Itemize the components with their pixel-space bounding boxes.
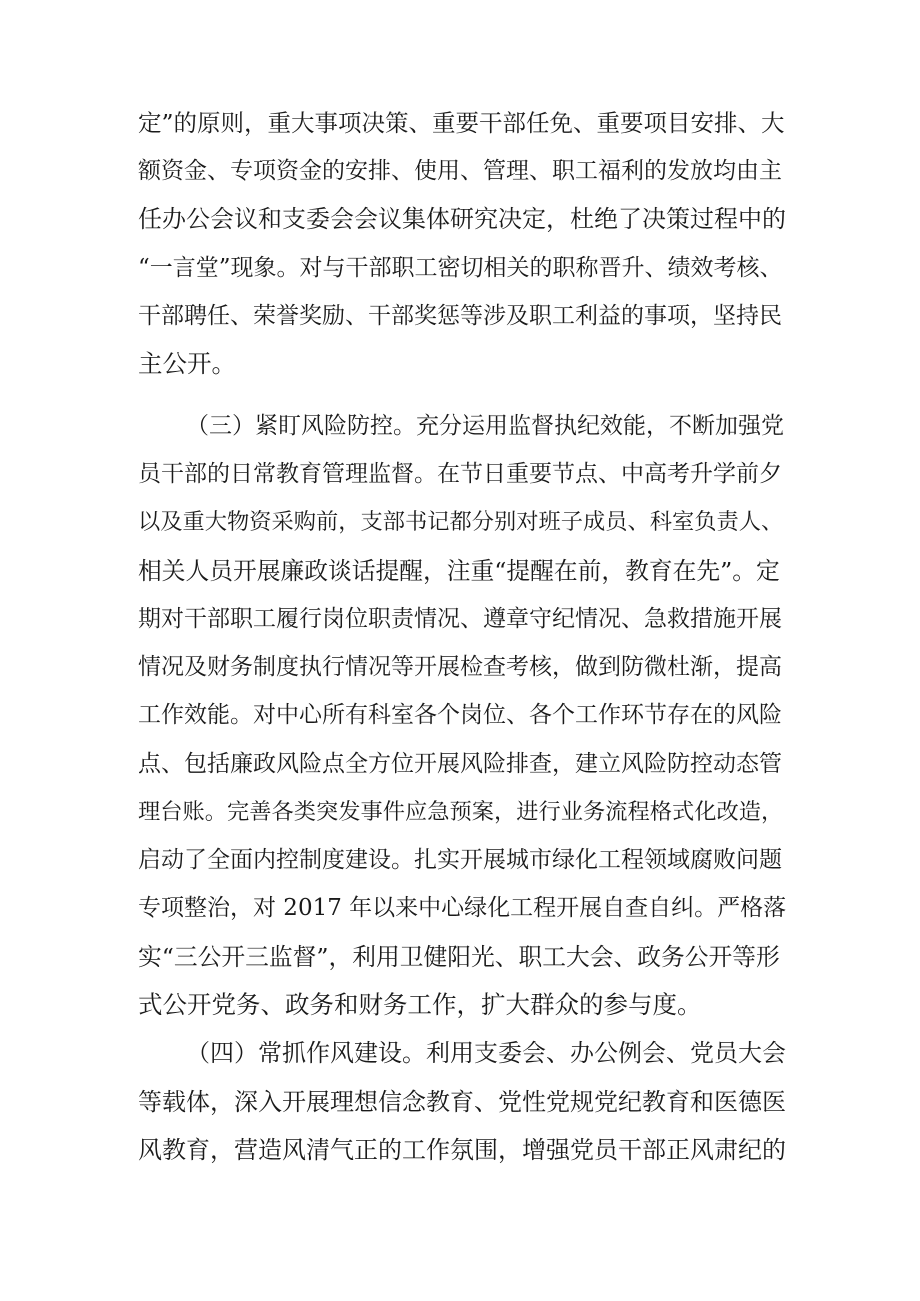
- text-line: 以及重大物资采购前，支部书记都分别对班子成员、科室负责人、: [138, 509, 784, 535]
- text-line: 干部聘任、荣誉奖励、干部奖惩等涉及职工利益的事项，坚持民: [138, 303, 782, 329]
- paragraph-heading-line: （四）常抓作风建设。利用支委会、办公例会、党员大会: [186, 1039, 786, 1067]
- paragraph-heading-line: （三）紧盯风险防控。充分运用监督执纪效能，不断加强党: [186, 413, 784, 439]
- text-line: 主公开。: [138, 349, 236, 378]
- text-line: 员干部的日常教育管理监督。在节日重要节点、中高考升学前夕: [138, 461, 782, 487]
- text-line: 期对干部职工履行岗位职责情况、遵章守纪情况、急救措施开展: [138, 606, 782, 632]
- text-line: 专项整治，对 2017 年以来中心绿化工程开展自查自纠。严格落: [138, 895, 787, 921]
- text-line: 风教育，营造风清气正的工作氛围，增强党员干部正风肃纪的: [138, 1136, 786, 1164]
- text-line: 相关人员开展廉政谈话提醒，注重“提醒在前，教育在先”。定: [138, 557, 780, 585]
- text-line: 情况及财务制度执行情况等开展检查考核，做到防微杜渐，提高: [138, 654, 782, 680]
- text-line: 额资金、专项资金的安排、使用、管理、职工福利的发放均由主: [138, 158, 782, 184]
- text-line: 理台账。完善各类突发事件应急预案，进行业务流程格式化改造，: [138, 799, 784, 825]
- text-line: 式公开党务、政务和财务工作，扩大群众的参与度。: [138, 990, 702, 1019]
- text-line: 等载体，深入开展理想信念教育、党性党规党纪教育和医德医: [138, 1088, 786, 1116]
- text-line: 工作效能。对中心所有科室各个岗位、各个工作环节存在的风险: [138, 702, 782, 728]
- text-line: 定”的原则，重大事项决策、重要干部任免、重要项目安排、大: [138, 109, 785, 137]
- text-line: 启动了全面内控制度建设。扎实开展城市绿化工程领域腐败问题: [138, 847, 782, 873]
- text-line: 实“三公开三监督”，利用卫健阳光、职工大会、政务公开等形: [138, 943, 780, 971]
- text-line: “一言堂”现象。对与干部职工密切相关的职称晋升、绩效考核、: [138, 255, 783, 281]
- text-line: 任办公会议和支委会会议集体研究决定，杜绝了决策过程中的: [138, 205, 786, 233]
- text-line: 点、包括廉政风险点全方位开展风险排查，建立风险防控动态管: [138, 751, 782, 777]
